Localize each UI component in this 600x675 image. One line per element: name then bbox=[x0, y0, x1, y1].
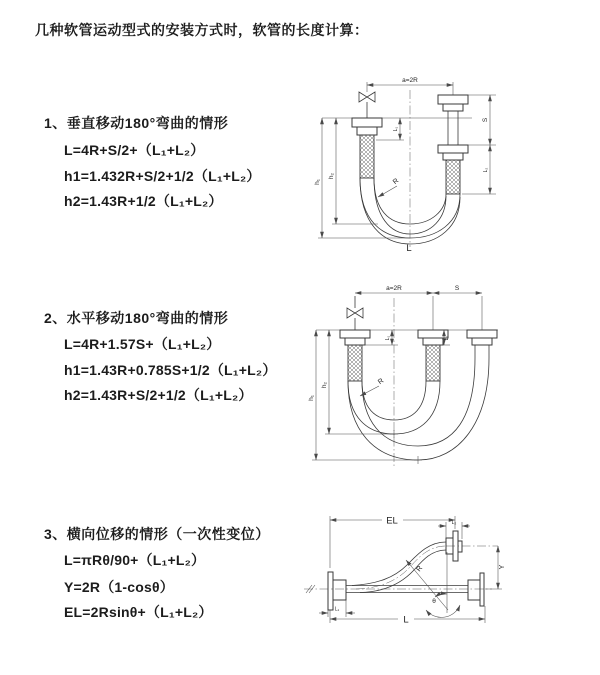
d1-label-r: R bbox=[391, 177, 401, 187]
section-3-formula-Y: Y=2R（1-cosθ） bbox=[64, 579, 174, 595]
d3-label-l: L bbox=[403, 614, 409, 626]
section-2-formula-h2: h2=1.43R+S/2+1/2（L₁+L₂） bbox=[64, 387, 253, 403]
section-1-formula-h2: h2=1.43R+1/2（L₁+L₂） bbox=[64, 193, 223, 209]
section-2-formula-L: L=4R+1.57S+（L₁+L₂） bbox=[64, 336, 221, 352]
d1-label-l1: L₁ bbox=[393, 126, 399, 132]
section-3-formula-EL: EL=2Rsinθ+（L₁+L₂） bbox=[64, 604, 213, 620]
d2-dim-a2r bbox=[355, 285, 433, 293]
d2-dim-s bbox=[433, 285, 482, 293]
diagram-lateral-displacement bbox=[302, 500, 600, 658]
d1-left-braided-hose bbox=[360, 135, 374, 178]
d1-label-s: S bbox=[482, 117, 489, 123]
diagram-vertical-180-bend bbox=[310, 64, 595, 254]
section-2-heading: 2、水平移动180°弯曲的情形 bbox=[44, 310, 229, 326]
d3-label-y: Y bbox=[499, 564, 506, 570]
d3-dim-l2 bbox=[438, 520, 470, 539]
d1-label-a2r: a=2R bbox=[402, 77, 418, 84]
d3-dim-y bbox=[485, 546, 506, 589]
d3-label-theta: θ bbox=[432, 598, 436, 605]
d2-left-braided-hose bbox=[348, 345, 362, 381]
d1-right-flange-upper bbox=[438, 95, 468, 111]
d1-left-flange bbox=[352, 118, 382, 135]
d1-dim-l1 bbox=[376, 118, 404, 140]
d3-label-l1: L₁ bbox=[334, 606, 340, 613]
section-1-formula-L: L=4R+S/2+（L₁+L₂） bbox=[64, 142, 205, 158]
d3-label-el: EL bbox=[386, 515, 398, 527]
d2-label-s: S bbox=[454, 285, 460, 292]
d2-radius-leader bbox=[360, 377, 385, 396]
d1-valve-icon bbox=[359, 92, 375, 118]
d3-label-r: R bbox=[415, 564, 425, 574]
d3-radius-construction bbox=[406, 552, 460, 617]
d1-radius-leader bbox=[378, 178, 400, 197]
d2-left-flange bbox=[340, 330, 370, 345]
d2-right-flange bbox=[467, 330, 497, 358]
d1-label-length: L bbox=[406, 243, 412, 254]
section-1-heading: 1、垂直移动180°弯曲的情形 bbox=[44, 115, 229, 131]
section-1-formula-h1: h1=1.432R+S/2+1/2（L₁+L₂） bbox=[64, 168, 261, 184]
d1-label-l2: L₂ bbox=[483, 167, 489, 173]
d3-right-flange bbox=[468, 573, 484, 606]
d2-hose-u-bends bbox=[348, 358, 489, 464]
d2-valve-icon bbox=[347, 296, 363, 330]
d1-dim-l2 bbox=[483, 145, 490, 194]
diagram-horizontal-180-bend bbox=[306, 280, 600, 475]
section-3-heading: 3、横向位移的情形（一次性变位） bbox=[44, 526, 270, 542]
d3-dim-l1 bbox=[319, 600, 355, 617]
d2-label-h1: h₁ bbox=[308, 395, 315, 401]
d2-label-r: R bbox=[377, 377, 386, 387]
d1-right-braided-hose bbox=[446, 160, 460, 194]
section-2-formula-h1: h1=1.43R+0.785S+1/2（L₁+L₂） bbox=[64, 362, 277, 378]
d1-label-h2: h₂ bbox=[328, 172, 335, 180]
d2-label-l2: L₂ bbox=[444, 335, 450, 341]
page-title: 几种软管运动型式的安装方式时，软管的长度计算： bbox=[35, 22, 369, 38]
d2-label-h2: h₂ bbox=[321, 381, 328, 389]
d2-label-l1: L₁ bbox=[385, 335, 391, 341]
d3-label-l2: L₂ bbox=[451, 520, 457, 526]
d1-label-h1: h₁ bbox=[314, 179, 321, 185]
d3-left-flange bbox=[328, 572, 346, 610]
d3-hose-s-curve bbox=[352, 542, 446, 593]
d3-dim-l bbox=[330, 606, 485, 626]
d1-right-flange-lower bbox=[438, 145, 468, 160]
d2-label-a2r: a=2R bbox=[386, 285, 402, 292]
d2-middle-braided-hose bbox=[426, 345, 440, 381]
section-3-formula-L: L=πRθ/90+（L₁+L₂） bbox=[64, 552, 206, 568]
d3-dim-el bbox=[330, 516, 455, 569]
